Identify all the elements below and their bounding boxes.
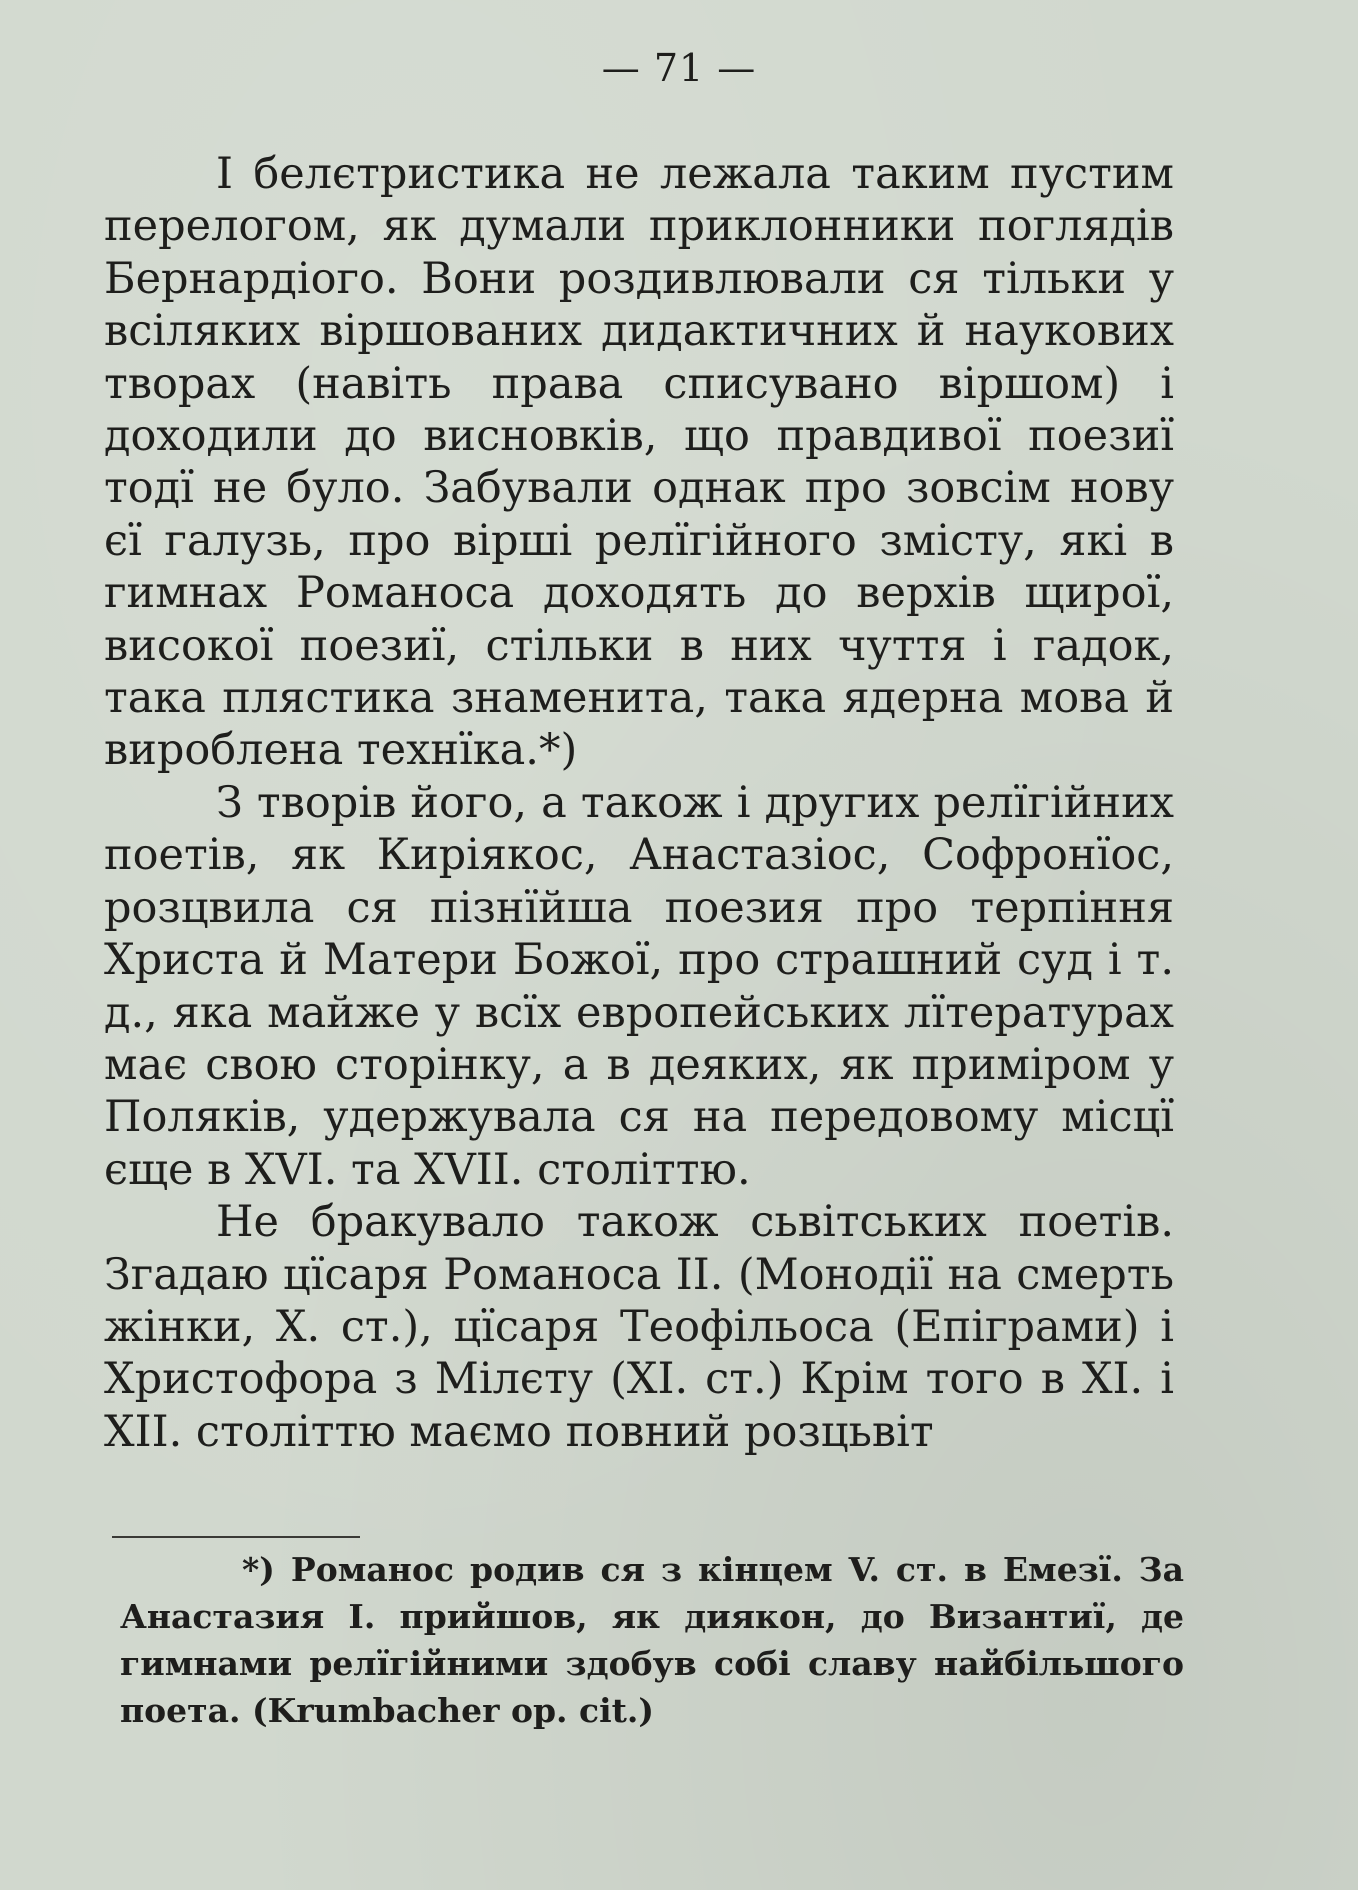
paragraph: І белєтристика не лежала таким пустим перелогом, як думали приклонники поглядів Бернардіого. Вони роздивлювали ся тільки у всіляких віршованих дидактичних й наукових творах (навіть права списувано віршом) і доходили до висновків, що правдивої поезиї тодї не було. Забували однак про зовсім нову єї галузь, про вірші релїгійного змісту, які в гимнах Романоса доходять до верхів щирої, високої поезиї, стільки в них чуття і гадок, така плястика знаменита, така ядерна мова й вироблена технїка.*): [104, 149, 1174, 776]
main-text: [104, 148, 1174, 1458]
footnote-text: *) Романос родив ся з кінцем V. ст. в Емезї. За Анастазия І. прийшов, як диякон, до Византиї, де гимнами релїгійними здобув собі славу найбільшого поета. (Krumbacher op. cit.): [120, 1550, 1184, 1730]
paragraph: З творів його, а також і других релїгійних поетів, як Киріякос, Анастазіос, Софронїос, розцвила ся пізнїйша поезия про терпіння Христа й Матери Божої, про страшний суд і т. д., яка майже у всїх европейських лїтературах має свою сторінку, а в деяких, як приміром у Поляків, удержувала ся на передовому місцї єще в XVI. та XVII. століттю.: [104, 777, 1174, 1195]
footnote: [120, 1546, 1184, 1734]
page-number: — 71 —: [601, 46, 757, 90]
footnote-divider: [112, 1536, 360, 1538]
paragraph: Не бракувало також сьвітських поетів. Згадаю цїсаря Романоса II. (Монодії на смерть жінки, X. ст.), цїсаря Теофільоса (Епіграми) і Христофора з Мілєту (XI. ст.) Крім того в XI. і XII. століттю маємо повний розцьвіт: [104, 1197, 1174, 1457]
